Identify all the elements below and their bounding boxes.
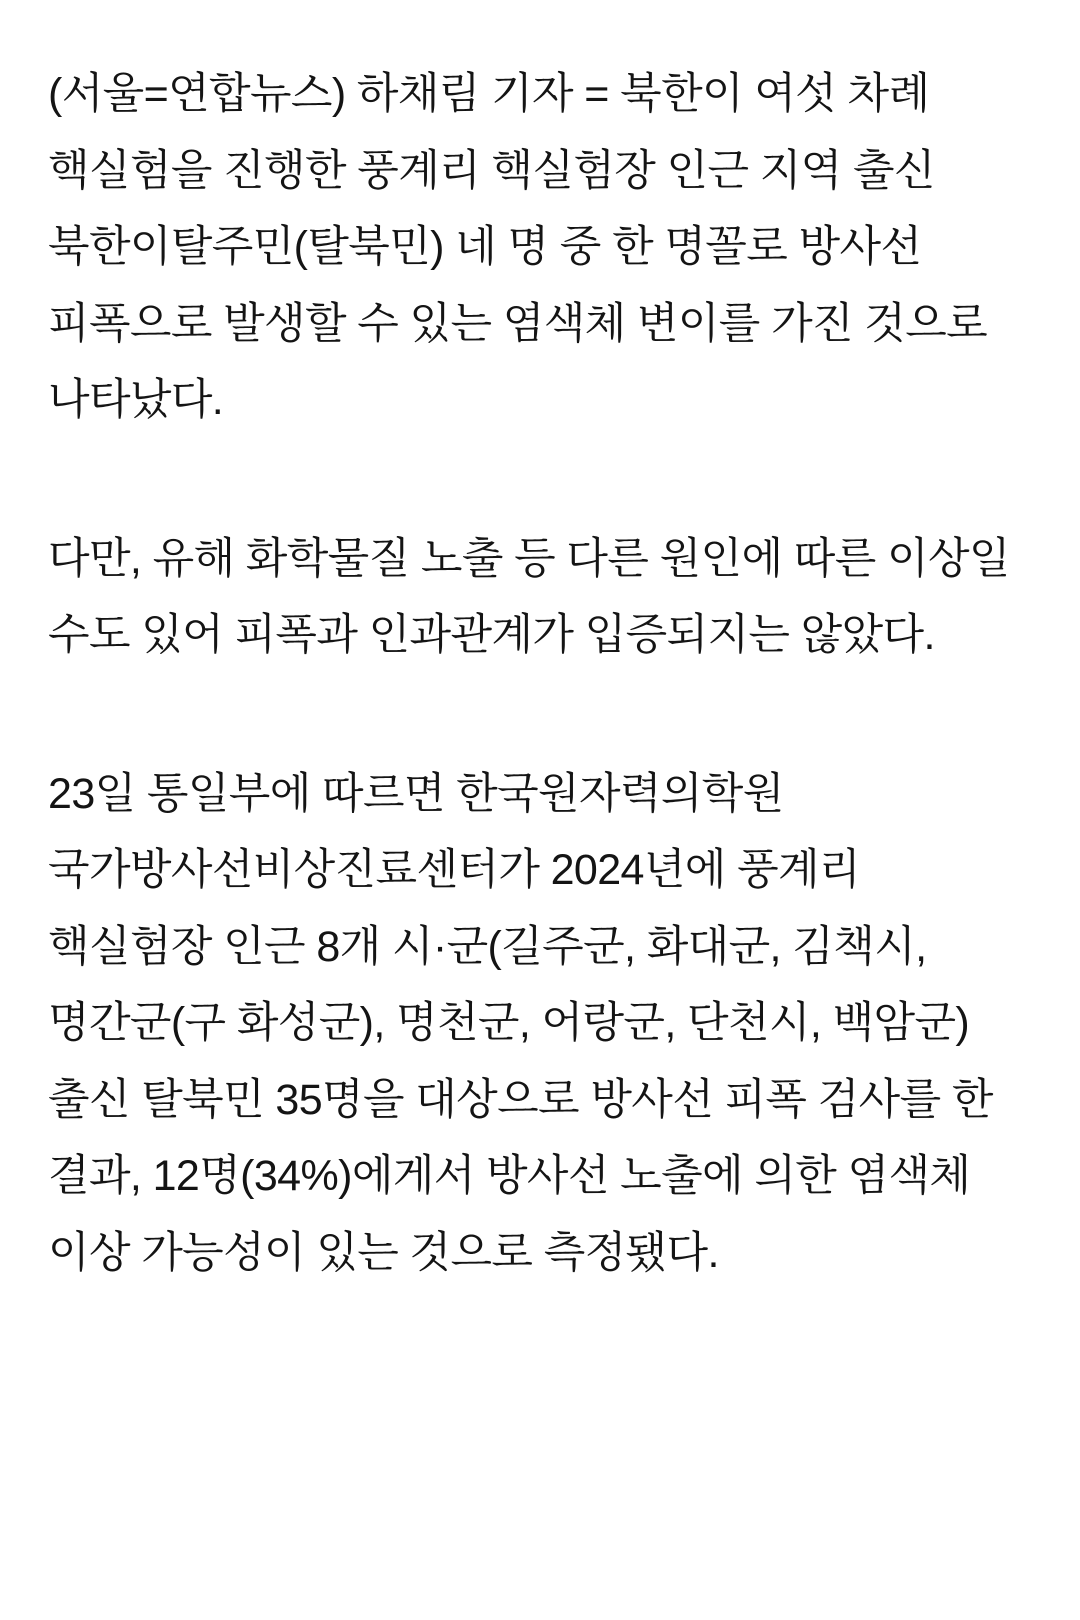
article-paragraph: 다만, 유해 화학물질 노출 등 다른 원인에 따른 이상일 수도 있어 피폭과 인과관계가 입증되지는 않았다.: [48, 534, 1010, 660]
article-paragraph: (서울=연합뉴스) 하채림 기자 = 북한이 여섯 차례 핵실험을 진행한 풍계리 핵실험장 인근 지역 출신 북한이탈주민(탈북민) 네 명 중 한 명꼴로 방사선 피폭으로 발생할 수 있는 염색체 변이를 가진 것으로 나타났다.: [48, 70, 988, 425]
article-paragraph: 23일 통일부에 따르면 한국원자력의학원 국가방사선비상진료센터가 2024년에 풍계리 핵실험장 인근 8개 시·군(길주군, 화대군, 김책시, 명간군(구 화성군), 명천군, 어랑군, 단천시, 백암군) 출신 탈북민 35명을 대상으로 방사선 피폭 검사를 한 결과, 12명(34%)에게서 방사선 노출에 의한 염색체 이상 가능성이 있는 것으로 측정됐다.: [48, 769, 993, 1277]
